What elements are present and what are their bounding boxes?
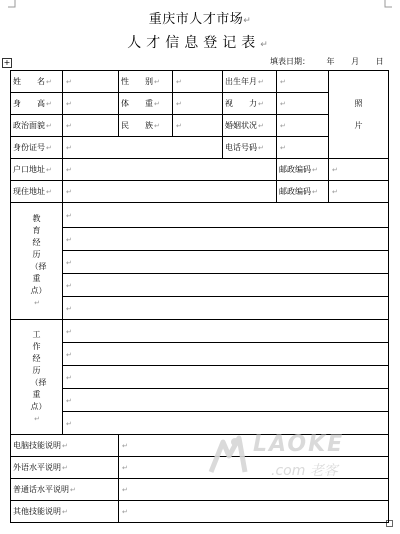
organization-title: 重庆市人才市场↵ [148, 12, 252, 27]
label-mandarin: 普通话水平说明↵ [11, 479, 119, 501]
value-postcode-1[interactable]: ↵ [329, 159, 389, 181]
value-computer-skills[interactable]: ↵ [119, 435, 389, 457]
fill-date-line [270, 56, 398, 67]
value-politics[interactable]: ↵ [63, 115, 119, 137]
value-hukou[interactable]: ↵ [63, 159, 277, 181]
label-foreign-language: 外语水平说明↵ [11, 457, 119, 479]
label-other-skills: 其他技能说明↵ [11, 501, 119, 523]
label-birth: 出生年月↵ [223, 71, 277, 93]
value-birth[interactable]: ↵ [277, 71, 329, 93]
paragraph-mark: ↵ [260, 40, 273, 50]
paragraph-mark: ↵ [243, 16, 252, 26]
label-height: 身 高↵ [11, 93, 63, 115]
work-row[interactable]: ↵ [63, 320, 389, 343]
label-work-history: 工作经历（择重点） ↵ [11, 320, 63, 435]
photo-label-bottom: 片 [354, 120, 363, 130]
label-phone: 电话号码↵ [223, 137, 277, 159]
label-education-history: 教育经历（择重点） ↵ [11, 203, 63, 320]
crop-mark-top-right [384, 0, 392, 8]
label-name: 姓 名↵ [11, 71, 63, 93]
label-computer-skills: 电脑技能说明↵ [11, 435, 119, 457]
value-ethnicity[interactable]: ↵ [173, 115, 223, 137]
label-ethnicity: 民 族↵ [119, 115, 173, 137]
fill-date-month: 月 [351, 57, 360, 66]
crop-mark-top-left [8, 0, 16, 8]
label-weight: 体 重↵ [119, 93, 173, 115]
education-row[interactable]: ↵ [63, 274, 389, 297]
label-postcode-1: 邮政编码↵ [277, 159, 329, 181]
label-postcode-2: 邮政编码↵ [277, 181, 329, 203]
fill-date-year: 年 [326, 57, 335, 66]
table-move-handle-icon[interactable]: + [3, 58, 11, 67]
work-row[interactable]: ↵ [63, 366, 389, 389]
photo-cell[interactable] [329, 71, 389, 159]
education-row[interactable]: ↵ [63, 251, 389, 274]
value-height[interactable]: ↵ [63, 93, 119, 115]
label-vision: 视 力↵ [223, 93, 277, 115]
value-vision[interactable]: ↵ [277, 93, 329, 115]
label-hukou: 户口地址↵ [11, 159, 63, 181]
education-row[interactable]: ↵ [63, 228, 389, 251]
photo-label-top: 照 [354, 98, 363, 108]
label-politics: 政治面貌↵ [11, 115, 63, 137]
value-other-skills[interactable]: ↵ [119, 501, 389, 523]
work-row[interactable]: ↵ [63, 343, 389, 366]
work-row[interactable]: ↵ [63, 412, 389, 435]
laoke-watermark [205, 428, 355, 488]
value-id-number[interactable]: ↵ [63, 137, 223, 159]
fill-date-label: 填表日期： [270, 57, 310, 66]
value-marriage[interactable]: ↵ [277, 115, 329, 137]
work-row[interactable]: ↵ [63, 389, 389, 412]
value-gender[interactable]: ↵ [173, 71, 223, 93]
label-gender: 性 别↵ [119, 71, 173, 93]
label-marriage: 婚姻状况↵ [223, 115, 277, 137]
value-foreign-language[interactable]: ↵ [119, 457, 389, 479]
watermark-site: .com 老客 [271, 463, 338, 479]
form-title: 人才信息登记表↵ [127, 35, 273, 51]
education-row[interactable]: ↵ [63, 297, 389, 320]
education-row[interactable]: ↵ [63, 203, 389, 228]
value-current-address[interactable]: ↵ [63, 181, 277, 203]
watermark-brand: LAOKE [253, 432, 345, 457]
value-weight[interactable]: ↵ [173, 93, 223, 115]
label-id-number: 身份证号↵ [11, 137, 63, 159]
fill-date-day: 日 [375, 57, 384, 66]
value-name[interactable]: ↵ [63, 71, 119, 93]
value-mandarin[interactable]: ↵ [119, 479, 389, 501]
value-postcode-2[interactable]: ↵ [329, 181, 389, 203]
watermark-logo-icon [205, 432, 251, 482]
value-phone[interactable]: ↵ [277, 137, 329, 159]
label-current-address: 现住地址↵ [11, 181, 63, 203]
